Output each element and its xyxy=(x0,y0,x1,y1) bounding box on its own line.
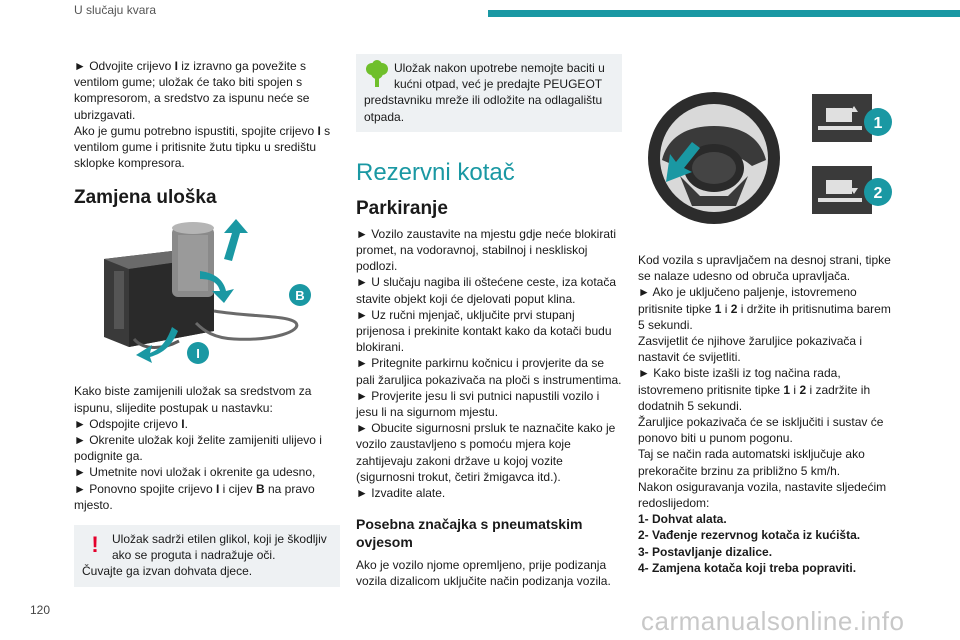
parking-step-7: ► Izvadite alate. xyxy=(356,486,446,501)
button-2-badge: 2 xyxy=(873,185,883,202)
warning-text-children: Čuvajte ga izvan dohvata djece. xyxy=(82,564,253,579)
paragraph-lights-on: Zasvijetlit će njihove žaruljice pokazivača i nastavit će svijetliti. xyxy=(638,334,863,365)
heading-cartridge-replacement: Zamjena uloška xyxy=(74,187,217,209)
parking-step-5: ► Provjerite jesu li svi putnici napustili vozilo i jesu li na sigurnom mjestu. xyxy=(356,388,600,420)
running-header: U slučaju kvara xyxy=(74,3,157,17)
paragraph-exit-mode: ► Kako biste izašli iz tog načina rada, istovremeno pritisnite tipke 1 i 2 i zadržite ih dodatnih 5 sekundi. xyxy=(638,366,871,413)
button-1-badge: 1 xyxy=(873,115,883,132)
sequence-step: 4- Zamjena kotača koji treba popraviti. xyxy=(638,560,857,575)
watermark: carmanualsonline.info xyxy=(641,606,905,636)
column-left xyxy=(74,58,340,587)
step-turn-cartridge: ► Okrenite uložak koji želite zamijeniti ulijevo i podignite ga. xyxy=(74,433,322,464)
parking-step-2: ► U slučaju nagiba ili oštećene ceste, iza kotača stavite objekt koji će djelovati poput klina. xyxy=(356,275,617,306)
warning-note xyxy=(74,525,340,587)
paragraph-hose-connect: ► Odvojite crijevo I iz izravno ga povežite s ventilom gume; uložak će tako biti spojen s kompresorom, a sredstvo za ispunu neće se ubrizgavati. xyxy=(74,59,310,122)
label-b-badge: B xyxy=(295,288,305,304)
paragraph-sequence-intro: Nakon osiguravanja vozila, nastavite sljedećim redoslijedom: xyxy=(638,479,887,511)
paragraph-lights-off: Žaruljice pokazivača će se isključiti i sustav će ponovo biti u punom pogonu. xyxy=(638,415,884,446)
parking-step-3: ► Uz ručni mjenjač, uključite prvi stupanj prijenosa i prekinite kontakt kako da kotači budu blokirani. xyxy=(356,307,612,355)
eco-tree-icon xyxy=(364,60,390,86)
eco-note-text: Uložak nakon upotrebe nemojte baciti u kućni otpad, već je predajte PEUGEOT predstavniku mreže ili odložite na odlagalištu otpada. xyxy=(364,61,605,124)
paragraph-air-suspension: Ako je vozilo njome opremljeno, prije podizanja vozila dizalicom uključite način podizanja vozila. xyxy=(356,558,611,589)
step-reconnect: ► Ponovno spojite crijevo I i cijev B na pravo mjesto. xyxy=(74,481,315,512)
sequence-step: 3- Postavljanje dizalice. xyxy=(638,544,773,559)
heading-air-suspension: Posebna značajka s pneumatskim ovjesom xyxy=(356,516,583,551)
figure-steering-wheel-buttons xyxy=(640,86,902,236)
label-i-badge: I xyxy=(196,346,200,362)
warning-text: Uložak sadrži etilen glikol, koji je škodljiv ako se proguta i nadražuje oči. xyxy=(112,532,327,563)
paragraph-auto-off: Taj se način rada automatski isključuje ako prekoračite brzinu za približno 5 km/h. xyxy=(638,447,865,478)
parking-step-6: ► Obucite sigurnosni prsluk te naznačite kako je vozilo zaustavljeno s pomoću mjera koje zahtijevaju zakoni države u kojoj vozite (sigurnosni trokut, četiri žmigavca itd.). xyxy=(356,421,616,484)
page-number: 120 xyxy=(30,603,51,617)
paragraph-deflate: Ako je gumu potrebno ispustiti, spojite crijevo I s ventilom gume i pritisnite žutu tipku u središtu sklopke kompresora. xyxy=(74,123,331,171)
sequence-step: 2- Vađenje rezervnog kotača iz kućišta. xyxy=(638,528,861,543)
parking-step-4: ► Pritegnite parkirnu kočnicu i provjerite da se pali žaruljica pokazivača na ploči s instrumentima. xyxy=(356,356,622,387)
paragraph-press-buttons: ► Ako je uključeno paljenje, istovremeno pritisnite tipke 1 i 2 i držite ih pritisnutima barem 5 sekundi. xyxy=(638,285,891,332)
warning-icon: ! xyxy=(91,532,99,558)
column-middle xyxy=(356,54,622,590)
eco-note xyxy=(356,54,622,132)
step-disconnect-hose: ► Odspojite crijevo I. xyxy=(74,416,188,431)
step-insert-cartridge: ► Umetnite novi uložak i okrenite ga udesno, xyxy=(74,465,316,480)
parking-step-1: ► Vozilo zaustavite na mjestu gdje neće blokirati promet, na vodoravnoj, stabilnoj i neskliskoj podlozi. xyxy=(356,226,617,274)
sequence-step: 1- Dohvat alata. xyxy=(638,512,727,527)
chapter-spare-wheel: Rezervni kotač xyxy=(356,158,515,186)
header-accent-bar xyxy=(488,10,960,17)
paragraph-rhd-buttons: Kod vozila s upravljačem na desnoj strani, tipke se nalaze udesno od obruča upravljača. xyxy=(638,253,891,284)
column-right xyxy=(638,252,900,576)
paragraph-procedure-intro: Kako biste zamijenili uložak sa sredstvom za ispunu, slijedite postupak u nastavku: xyxy=(74,384,312,415)
figure-compressor-cartridge xyxy=(74,219,340,371)
heading-parking: Parkiranje xyxy=(356,197,448,219)
